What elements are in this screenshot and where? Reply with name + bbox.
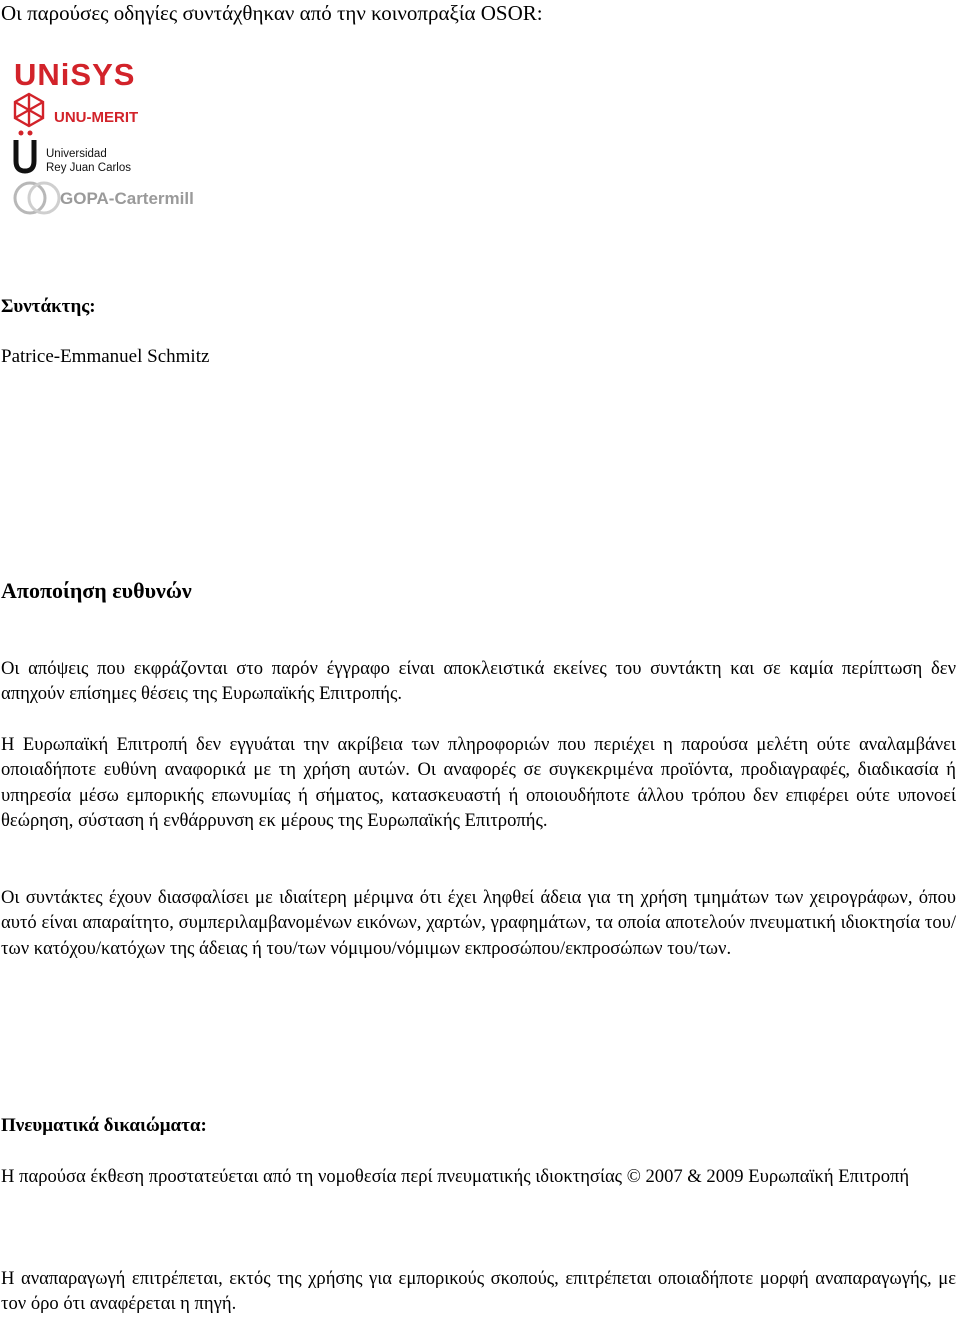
disclaimer-paragraph-1: Οι απόψεις που εκφράζονται στο παρόν έγγραφο είναι αποκλειστικά εκείνες του συντάκτη και σε καμία περίπτωση δεν απηχούν επίσημες θέσεις της Ευρωπαϊκής Επιτροπής.	[1, 658, 956, 705]
intro-text: Οι παρούσες οδηγίες συντάχθηκαν από την κοινοπραξία OSOR:	[1, 1, 543, 25]
urjc-wordmark-line2: Rey Juan Carlos	[46, 162, 132, 174]
gopa-cartermill-wordmark: GOPA-Cartermill	[60, 189, 194, 208]
unisys-logo	[14, 57, 135, 92]
unisys-wordmark: UNiSYS	[14, 57, 136, 92]
urjc-logo	[16, 131, 131, 175]
editor-label: Συντάκτης:	[1, 296, 96, 317]
copyright-heading: Πνευματικά δικαιώματα:	[1, 1115, 207, 1136]
copyright-paragraph-2: Η αναπαραγωγή επιτρέπεται, εκτός της χρήσης για εμπορικούς σκοπούς, επιτρέπεται οποιαδήποτε μορφή αναπαραγωγής, με τον όρο ότι αναφέρεται η πηγή.	[1, 1268, 956, 1315]
disclaimer-paragraph-3: Οι συντάκτες έχουν διασφαλίσει με ιδιαίτερη μέριμνα ότι έχει ληφθεί άδεια για τη χρήση τμημάτων των χειρογράφων, όπου αυτό είναι απαραίτητο, συμπεριλαμβανομένων εικόνων, χαρτών, γραφημάτων, τα οποία αποτελούν πνευματική ιδιοκτησία του/των κατόχου/κατόχων της άδειας ή του/των νόμιμου/νόμιμων εκπροσώπου/εκπροσώπων του/των.	[1, 887, 956, 959]
disclaimer-paragraph-2: Η Ευρωπαϊκή Επιτροπή δεν εγγυάται την ακρίβεια των πληροφοριών που περιέχει η παρούσα μελέτη ούτε αναλαμβάνει οποιαδήποτε ευθύνη αναφορικά με τη χρήση αυτών. Οι αναφορές σε συγκεκριμένα προϊόντα, προδιαγραφές, διαδικασία ή υπηρεσία μέσω εμπορικής επωνυμίας ή σήματος, κατασκευαστή ή οποιουδήποτε άλλου τρόπου δεν επιφέρει ούτε υπονοεί θεώρηση, σύσταση ή ενθάρρυνση εκ μέρους της Ευρωπαϊκής Επιτροπής.	[1, 734, 956, 832]
consortium-logos	[10, 50, 220, 220]
gopa-cartermill-logo	[15, 183, 194, 213]
editor-name: Patrice-Emmanuel Schmitz	[1, 346, 210, 367]
unu-merit-logo	[15, 94, 138, 126]
consortium-logos-graphic	[10, 50, 220, 220]
copyright-paragraph-1: Η παρούσα έκθεση προστατεύεται από τη νομοθεσία περί πνευματικής ιδιοκτησίας © 2007 & 2009 Ευρωπαϊκή Επιτροπή	[1, 1166, 910, 1187]
disclaimer-heading: Αποποίηση ευθυνών	[1, 578, 192, 603]
urjc-wordmark-line1: Universidad	[46, 148, 107, 160]
unu-merit-wordmark: UNU-MERIT	[54, 109, 139, 126]
